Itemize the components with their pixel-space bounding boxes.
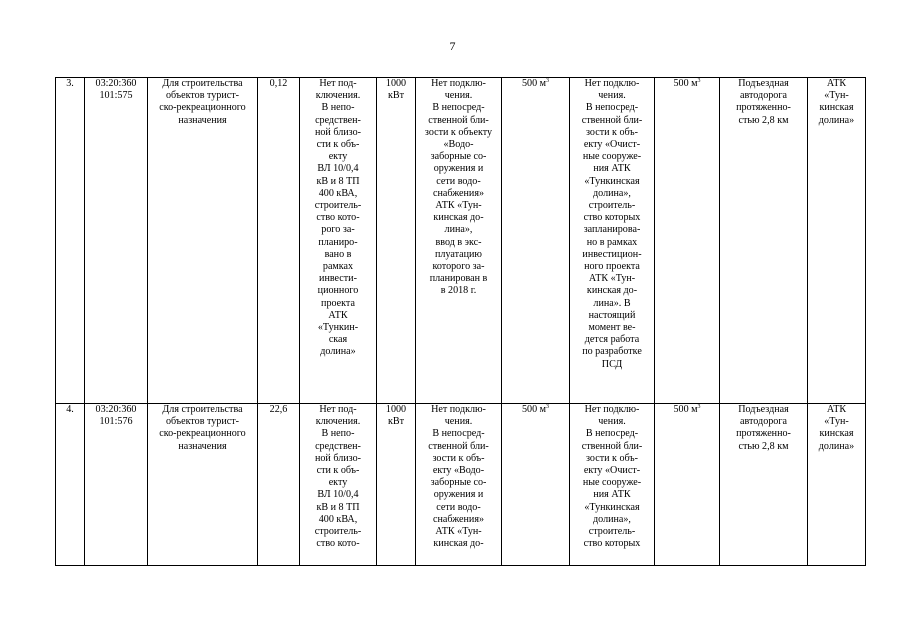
cell-line: которого за- [432,261,485,273]
cell-line: снабжения» [432,187,485,199]
cell-line: ВЛ 10/0,4 [317,489,359,501]
cell-line: кВ и 8 ТП [316,501,360,513]
cell-line: Нет подклю- [431,404,486,415]
cell-line: ной близо- [314,126,362,138]
cell-line: стью 2,8 км [738,114,789,126]
cell-line: кВ и 8 ТП [316,175,360,187]
cell-line: В непосред- [432,102,485,114]
cell-line: кВт [387,90,405,102]
cell-line: чения. [444,90,473,102]
cell-line: строитель- [314,200,362,212]
cell-line: инвести- [319,273,357,285]
cell-line: АТК [826,78,847,89]
cell-line: в 2018 г. [440,285,477,297]
cell-line: Нет под- [319,78,357,89]
cadastral-number-cell [85,404,148,566]
cell-line: кВт [387,416,405,428]
cell-line: оружения и [433,163,484,175]
cell-line: кинская [819,102,854,114]
cell-line: ПСД [601,358,623,370]
cell-line: средствен- [315,440,361,452]
cell-line: планиро- [318,236,358,248]
cell-line: ско-рекреационного [159,102,246,114]
cell-line: автодорога [740,416,787,428]
table-row [56,404,866,566]
cell-line: автодорога [740,90,787,102]
electricity-cell [300,78,377,404]
cadastral-number-cell [85,78,148,404]
cell-line: объектов турист- [165,416,240,428]
cell-line: екту [328,151,348,163]
tourist-complex-cell [808,404,866,566]
cell-line: АТК «Тун- [588,273,636,285]
volume-value: 500 м [673,78,698,89]
cell-line: оружения и [433,489,484,501]
cell-line: долина», [593,513,631,525]
row-number-cell: 3. [56,78,85,404]
cell-line: ВЛ 10/0,4 [317,163,359,175]
cell-line: ство кото- [316,212,360,224]
cubic-superscript: 3 [697,404,701,410]
cell-line: Подъездная [738,404,789,415]
cell-line: настоящий [588,309,636,321]
cell-line: ные сооруже- [582,477,642,489]
cell-line: ключения. [315,416,361,428]
cell-line: момент ве- [588,322,636,334]
cell-line: АТК [328,309,348,321]
cell-line: ственной бли- [428,440,489,452]
cubic-superscript: 3 [546,78,550,84]
cell-line: ственной бли- [581,440,643,452]
area-cell: 0,12 [258,78,300,404]
cell-line: Нет подклю- [584,78,640,89]
water-volume-cell [502,78,570,404]
cell-line: долина» [818,114,855,126]
cell-line: В непо- [321,102,355,114]
cell-line: ввод в экс- [435,236,482,248]
cell-line: сети водо- [436,501,481,513]
cell-line: зости к объ- [432,452,485,464]
cell-line: В непосред- [585,428,639,440]
cell-line: сти к объ- [316,139,360,151]
cell-line: по разработке [582,346,642,358]
cell-line: 400 кВА, [318,513,358,525]
cell-line: долина» [320,346,356,358]
cell-line: сти к объ- [316,465,360,477]
cell-line: кинская до- [433,538,484,550]
cell-line: ство которых [583,212,641,224]
cell-line: ственной бли- [428,114,489,126]
cell-line: ной близо- [314,452,362,464]
cell-line: ного проекта [584,261,640,273]
cell-line: запланирова- [583,224,641,236]
row-number-cell: 4. [56,404,85,566]
tourist-complex-cell [808,78,866,404]
cell-line: «Водо- [443,139,474,151]
cell-line: 1000 [385,404,407,415]
electricity-cell [300,404,377,566]
cell-line: ство кото- [316,538,360,550]
cell-line: стью 2,8 км [738,440,789,452]
power-capacity-cell [377,404,416,566]
water-volume-cell [502,404,570,566]
purpose-cell [148,78,258,404]
cell-line: ные сооруже- [582,151,642,163]
cell-line: ционного [317,285,359,297]
cell-line: строитель- [588,526,636,538]
cell-line: дется работа [584,334,640,346]
cell-line: ния АТК [593,489,631,501]
area-cell: 22,6 [258,404,300,566]
cell-line: В непосред- [432,428,485,440]
cell-line: Нет подклю- [584,404,640,415]
cell-line: долина» [818,440,855,452]
cell-line: ственной бли- [581,114,643,126]
cell-line: кинская до- [586,285,638,297]
page-number: 7 [449,39,456,53]
cell-line: «Тун- [824,416,849,428]
cell-line: зости к объ- [586,452,638,464]
cell-line: долина», [593,187,631,199]
cell-line: «Тункинская [584,175,640,187]
water-supply-cell [416,404,502,566]
cell-line: плуатацию [435,248,482,260]
cell-line: АТК «Тун- [435,526,482,538]
sewerage-volume-cell [655,404,720,566]
cell-line: строитель- [588,200,636,212]
cell-line: чения. [598,90,626,102]
cell-line: ния АТК [593,163,631,175]
cell-line: рого за- [321,224,355,236]
volume-value: 500 м [521,404,547,415]
cubic-superscript: 3 [697,78,701,84]
cell-line: заборные со- [430,477,487,489]
road-access-cell [720,404,808,566]
cell-line: инвестицион- [582,248,642,260]
cell-line: Для строительства [162,404,243,415]
cell-line: чения. [598,416,626,428]
cell-line: Подъездная [738,78,789,89]
cell-line: кинская до- [433,212,484,224]
land-plots-table [55,77,866,566]
purpose-cell [148,404,258,566]
cell-line: заборные со- [430,151,487,163]
cell-line: «Тун- [824,90,849,102]
cell-line: екту «Водо- [432,465,485,477]
cell-line: 1000 [385,78,407,89]
cell-line: екту [328,477,348,489]
cell-line: сети водо- [436,175,481,187]
cell-line: 03:20:360 [95,404,137,415]
water-supply-cell [416,78,502,404]
cell-line: назначения [178,440,227,452]
cell-line: ско-рекреационного [159,428,246,440]
cell-line: В непо- [321,428,355,440]
cell-line: зости к объекту [424,126,493,138]
cell-line: чения. [444,416,473,428]
cell-line: протяженно- [736,102,791,114]
cell-line: но в рамках [586,236,638,248]
cell-line: «Тункин- [317,322,359,334]
cell-line: снабжения» [432,513,485,525]
cell-line: вано в [324,248,352,260]
cell-line: зости к объ- [586,126,638,138]
volume-value: 500 м [673,404,698,415]
cell-line: объектов турист- [165,90,240,102]
cell-line: ство которых [583,538,641,550]
cell-line: кинская [819,428,854,440]
cell-line: АТК [826,404,847,415]
cell-line: проекта [321,297,355,309]
cubic-superscript: 3 [546,404,550,410]
cell-line: средствен- [315,114,361,126]
cell-line: 03:20:360 [95,78,137,89]
cell-line: планирован в [429,273,488,285]
cell-line: «Тункинская [584,501,640,513]
cell-line: лина». В [593,297,631,309]
cell-line: В непосред- [585,102,639,114]
cell-line: Для строительства [162,78,243,89]
cell-line: 400 кВА, [318,187,358,199]
road-access-cell [720,78,808,404]
sewerage-volume-cell [655,78,720,404]
cell-line: ская [328,334,348,346]
sewerage-cell [570,78,655,404]
cell-line: Нет подклю- [431,78,486,89]
cell-line: 101:575 [99,90,133,102]
cell-line: протяженно- [736,428,791,440]
table-row [56,78,866,404]
cell-line: ключения. [315,90,361,102]
cell-line: Нет под- [319,404,357,415]
cell-line: строитель- [314,526,362,538]
power-capacity-cell [377,78,416,404]
cell-line: АТК «Тун- [435,200,482,212]
cell-line: лина», [444,224,473,236]
volume-value: 500 м [521,78,547,89]
sewerage-cell [570,404,655,566]
cell-line: рамках [322,261,354,273]
cell-line: екту «Очист- [583,139,641,151]
cell-line: екту «Очист- [583,465,641,477]
cell-line: назначения [178,114,227,126]
cell-line: 101:576 [99,416,133,428]
